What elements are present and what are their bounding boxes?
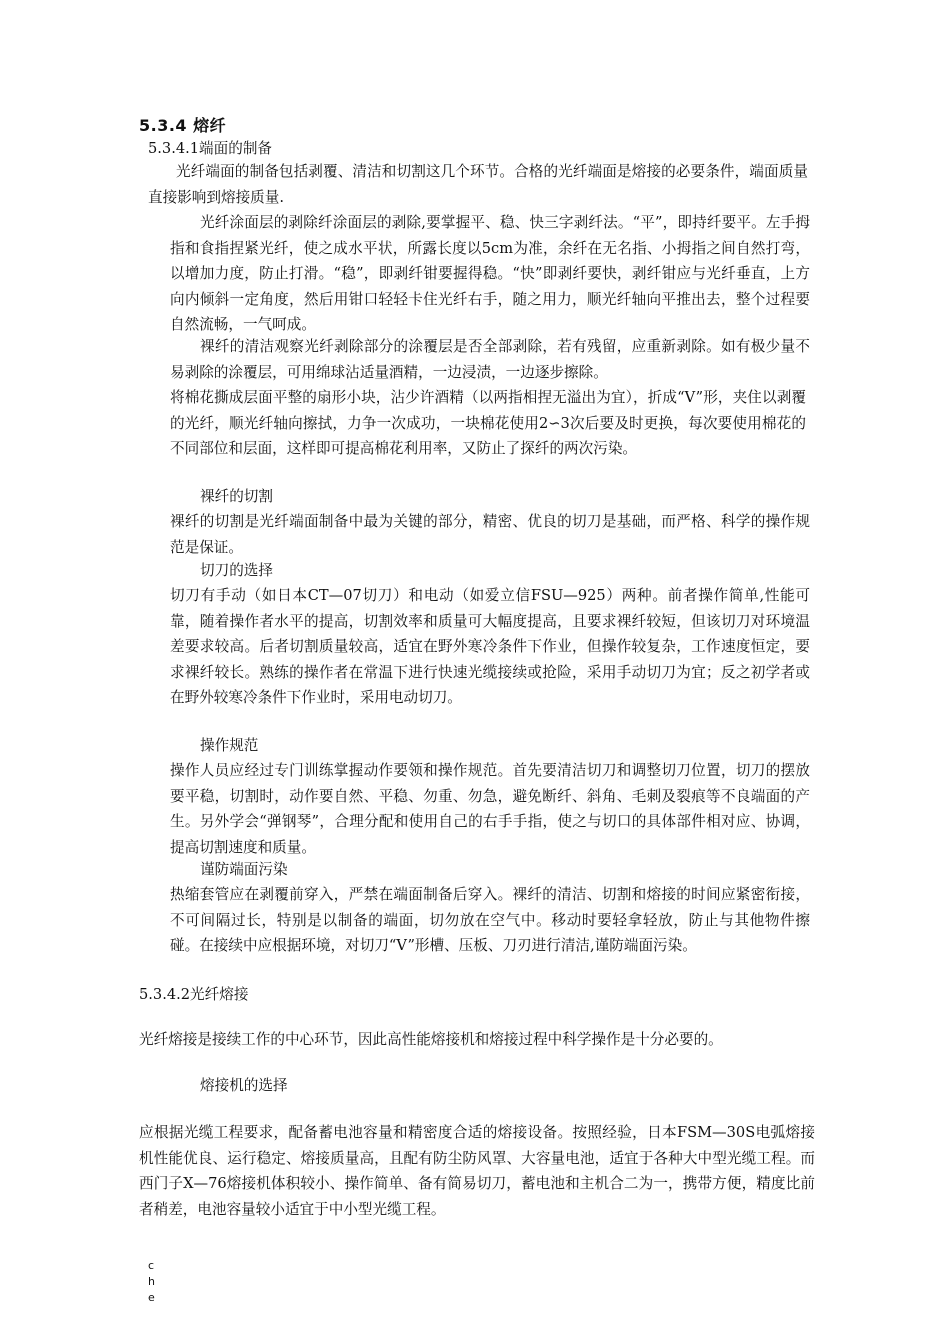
paragraph-cut — [170, 509, 810, 560]
paragraph-text: 切刀有手动（如日本CT—07切刀）和电动（如爱立信FSU—925）两种。前者操作简单,性能可靠，随着操作者水平的提高，切割效率和质量可大幅度提高，且要求裸纤较短，但该切刀对环境温差要求较高。后者切割质量较高，适宜在野外寒冷条件下作业，但操作较复杂，工作速度恒定，要求裸纤较长。熟练的操作者在常温下进行快速光缆接续或抢险，采用手动切刀为宜；反之初学者或在野外较寒冷条件下作业时，采用电动切刀。 — [170, 587, 810, 706]
paragraph-text: 热缩套管应在剥覆前穿入，严禁在端面制备后穿入。裸纤的清洁、切割和熔接的时间应紧密衔接，不可间隔过长，特别是以制备的端面，切勿放在空气中。移动时要轻拿轻放，防止与其他物件擦碰。在接续中应根据环境，对切刀“V”形槽、压板、刀刃进行清洁,谨防端面污染。 — [170, 886, 810, 954]
paragraph-rules — [170, 758, 810, 860]
heading-splicer-choice: 熔接机的选择 — [200, 1077, 288, 1094]
paragraph-text: 将棉花撕成层面平整的扇形小块，沾少许酒精（以两指相捏无溢出为宜），折成“V”形，夹住以剥覆的光纤，顺光纤轴向擦拭，力争一次成功，一块棉花使用2∽3次后要及时更换，每次要使用棉花的不同部位和层面，这样即可提高棉花利用率，又防止了探纤的两次污染。 — [170, 389, 806, 457]
footer-text: che — [148, 1259, 155, 1304]
paragraph-endface-intro — [148, 159, 808, 210]
paragraph-clean — [170, 334, 810, 385]
paragraph-text: 操作人员应经过专门训练掌握动作要领和操作规范。首先要清洁切刀和调整切刀位置，切刀的摆放要平稳，切割时，动作要自然、平稳、勿重、勿急，避免断纤、斜角、毛刺及裂痕等不良端面的产生。另外学会“弹钢琴”，合理分配和使用自己的右手手指，使之与切口的具体部件相对应、协调，提高切割速度和质量。 — [170, 762, 810, 856]
paragraph-knife — [170, 583, 810, 711]
paragraph-text: 光纤涂面层的剥除纤涂面层的剥除,要掌握平、稳、快三字剥纤法。“平”，即持纤要平。左手拇指和食指捏紧光纤，使之成水平状，所露长度以5cm为准，余纤在无名指、小拇指之间自然打弯，以增加力度，防止打滑。“稳”，即剥纤钳要握得稳。“快”即剥纤要快，剥纤钳应与光纤垂直，上方向内倾斜一定角度，然后用钳口轻轻卡住光纤右手，随之用力，顺光纤轴向平推出去，整个过程要自然流畅，一气呵成。 — [170, 214, 810, 333]
paragraph-strip — [170, 210, 810, 338]
paragraph-splice-intro — [139, 1027, 819, 1053]
paragraph-text: 裸纤的切割是光纤端面制备中最为关键的部分，精密、优良的切刀是基础，而严格、科学的操作规范是保证。 — [170, 513, 810, 556]
heading-operation-rules: 操作规范 — [200, 737, 259, 754]
paragraph-contamination — [170, 882, 810, 959]
paragraph-splicer — [139, 1120, 815, 1222]
paragraph-cotton — [170, 385, 806, 462]
subsection-title-1: 5.3.4.1端面的制备 — [148, 140, 273, 157]
heading-prevent-contamination: 谨防端面污染 — [200, 861, 288, 878]
paragraph-text: 裸纤的清洁观察光纤剥除部分的涂覆层是否全部剥除，若有残留，应重新剥除。如有极少量不易剥除的涂覆层，可用绵球沾适量酒精，一边浸渍，一边逐步擦除。 — [170, 338, 810, 381]
section-title: 5.3.4 熔纤 — [139, 116, 227, 135]
paragraph-text: 应根据光缆工程要求，配备蓄电池容量和精密度合适的熔接设备。按照经验，日本FSM—30S电弧熔接机性能优良、运行稳定、熔接质量高，且配有防尘防风罩、大容量电池，适宜于各种大中型光缆工程。而西门子X—76熔接机体积较小、操作简单、备有简易切刀，蓄电池和主机合二为一，携带方便，精度比前者稍差，电池容量较小适宜于中小型光缆工程。 — [139, 1124, 815, 1218]
heading-bare-fiber-cut: 裸纤的切割 — [200, 488, 273, 505]
subsection-title-2: 5.3.4.2光纤熔接 — [139, 986, 249, 1003]
paragraph-text: 光纤端面的制备包括剥覆、清洁和切割这几个环节。合格的光纤端面是熔接的必要条件，端面质量直接影响到熔接质量. — [148, 163, 808, 206]
heading-knife-choice: 切刀的选择 — [200, 562, 273, 579]
paragraph-text: 光纤熔接是接续工作的中心环节，因此高性能熔接机和熔接过程中科学操作是十分必要的。 — [139, 1031, 723, 1048]
